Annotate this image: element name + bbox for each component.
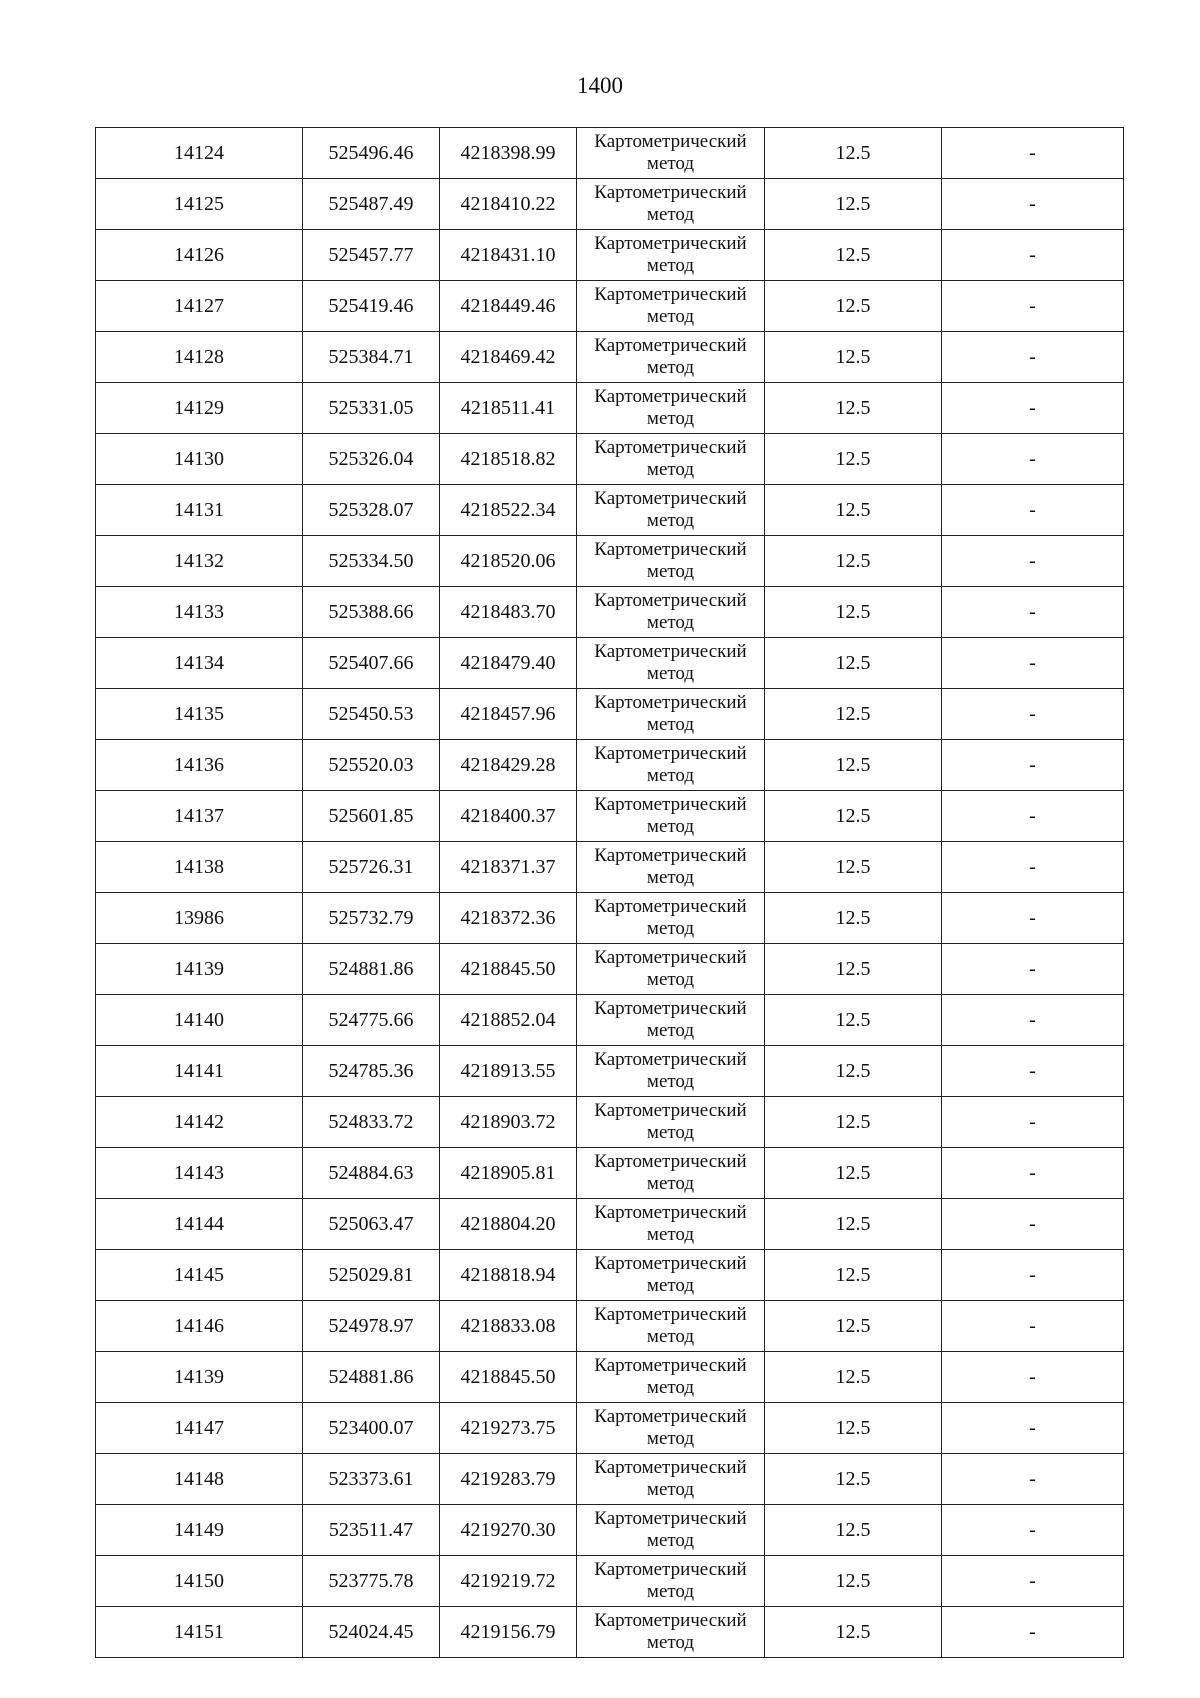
x-coordinate-cell: 525029.81 bbox=[303, 1250, 440, 1301]
note-cell: - bbox=[942, 179, 1124, 230]
method-cell: Картометрический метод bbox=[577, 638, 765, 689]
accuracy-cell: 12.5 bbox=[765, 893, 942, 944]
x-coordinate-cell: 525407.66 bbox=[303, 638, 440, 689]
y-coordinate-cell: 4218913.55 bbox=[440, 1046, 577, 1097]
accuracy-cell: 12.5 bbox=[765, 383, 942, 434]
point-number-cell: 14137 bbox=[96, 791, 303, 842]
table-row bbox=[96, 1148, 1124, 1199]
table-row bbox=[96, 332, 1124, 383]
note-cell: - bbox=[942, 485, 1124, 536]
note-cell: - bbox=[942, 1250, 1124, 1301]
y-coordinate-cell: 4218845.50 bbox=[440, 944, 577, 995]
note-cell: - bbox=[942, 638, 1124, 689]
point-number-cell: 14148 bbox=[96, 1454, 303, 1505]
accuracy-cell: 12.5 bbox=[765, 230, 942, 281]
x-coordinate-cell: 525496.46 bbox=[303, 128, 440, 179]
note-cell: - bbox=[942, 1454, 1124, 1505]
x-coordinate-cell: 525601.85 bbox=[303, 791, 440, 842]
accuracy-cell: 12.5 bbox=[765, 434, 942, 485]
x-coordinate-cell: 524785.36 bbox=[303, 1046, 440, 1097]
y-coordinate-cell: 4218479.40 bbox=[440, 638, 577, 689]
accuracy-cell: 12.5 bbox=[765, 587, 942, 638]
table-row bbox=[96, 1250, 1124, 1301]
point-number-cell: 14138 bbox=[96, 842, 303, 893]
table-row bbox=[96, 281, 1124, 332]
x-coordinate-cell: 525520.03 bbox=[303, 740, 440, 791]
point-number-cell: 14129 bbox=[96, 383, 303, 434]
x-coordinate-cell: 525450.53 bbox=[303, 689, 440, 740]
method-cell: Картометрический метод bbox=[577, 179, 765, 230]
coordinates-table bbox=[95, 127, 1124, 1658]
x-coordinate-cell: 524775.66 bbox=[303, 995, 440, 1046]
note-cell: - bbox=[942, 587, 1124, 638]
accuracy-cell: 12.5 bbox=[765, 842, 942, 893]
table-row bbox=[96, 434, 1124, 485]
accuracy-cell: 12.5 bbox=[765, 1505, 942, 1556]
table-row bbox=[96, 1505, 1124, 1556]
method-cell: Картометрический метод bbox=[577, 689, 765, 740]
x-coordinate-cell: 524024.45 bbox=[303, 1607, 440, 1658]
y-coordinate-cell: 4218483.70 bbox=[440, 587, 577, 638]
point-number-cell: 14124 bbox=[96, 128, 303, 179]
method-cell: Картометрический метод bbox=[577, 383, 765, 434]
y-coordinate-cell: 4218410.22 bbox=[440, 179, 577, 230]
y-coordinate-cell: 4218522.34 bbox=[440, 485, 577, 536]
y-coordinate-cell: 4219219.72 bbox=[440, 1556, 577, 1607]
table-row bbox=[96, 689, 1124, 740]
page-number: 1400 bbox=[577, 73, 623, 98]
point-number-cell: 14143 bbox=[96, 1148, 303, 1199]
accuracy-cell: 12.5 bbox=[765, 485, 942, 536]
y-coordinate-cell: 4218431.10 bbox=[440, 230, 577, 281]
x-coordinate-cell: 525334.50 bbox=[303, 536, 440, 587]
note-cell: - bbox=[942, 842, 1124, 893]
method-cell: Картометрический метод bbox=[577, 1250, 765, 1301]
note-cell: - bbox=[942, 536, 1124, 587]
point-number-cell: 14133 bbox=[96, 587, 303, 638]
point-number-cell: 14151 bbox=[96, 1607, 303, 1658]
y-coordinate-cell: 4219283.79 bbox=[440, 1454, 577, 1505]
note-cell: - bbox=[942, 1301, 1124, 1352]
point-number-cell: 14140 bbox=[96, 995, 303, 1046]
y-coordinate-cell: 4218457.96 bbox=[440, 689, 577, 740]
note-cell: - bbox=[942, 689, 1124, 740]
point-number-cell: 14146 bbox=[96, 1301, 303, 1352]
note-cell: - bbox=[942, 1097, 1124, 1148]
x-coordinate-cell: 525487.49 bbox=[303, 179, 440, 230]
accuracy-cell: 12.5 bbox=[765, 1199, 942, 1250]
x-coordinate-cell: 523400.07 bbox=[303, 1403, 440, 1454]
note-cell: - bbox=[942, 383, 1124, 434]
method-cell: Картометрический метод bbox=[577, 1505, 765, 1556]
y-coordinate-cell: 4219156.79 bbox=[440, 1607, 577, 1658]
x-coordinate-cell: 524881.86 bbox=[303, 944, 440, 995]
accuracy-cell: 12.5 bbox=[765, 1403, 942, 1454]
table-row bbox=[96, 995, 1124, 1046]
accuracy-cell: 12.5 bbox=[765, 1250, 942, 1301]
y-coordinate-cell: 4218372.36 bbox=[440, 893, 577, 944]
method-cell: Картометрический метод bbox=[577, 944, 765, 995]
y-coordinate-cell: 4218520.06 bbox=[440, 536, 577, 587]
x-coordinate-cell: 525063.47 bbox=[303, 1199, 440, 1250]
method-cell: Картометрический метод bbox=[577, 893, 765, 944]
note-cell: - bbox=[942, 434, 1124, 485]
table-row bbox=[96, 944, 1124, 995]
point-number-cell: 14130 bbox=[96, 434, 303, 485]
table-row bbox=[96, 1097, 1124, 1148]
table-row bbox=[96, 1352, 1124, 1403]
y-coordinate-cell: 4218511.41 bbox=[440, 383, 577, 434]
y-coordinate-cell: 4218518.82 bbox=[440, 434, 577, 485]
table-row bbox=[96, 1454, 1124, 1505]
table-row bbox=[96, 1199, 1124, 1250]
y-coordinate-cell: 4218469.42 bbox=[440, 332, 577, 383]
method-cell: Картометрический метод bbox=[577, 791, 765, 842]
accuracy-cell: 12.5 bbox=[765, 1607, 942, 1658]
point-number-cell: 14139 bbox=[96, 1352, 303, 1403]
point-number-cell: 14142 bbox=[96, 1097, 303, 1148]
note-cell: - bbox=[942, 1352, 1124, 1403]
x-coordinate-cell: 525419.46 bbox=[303, 281, 440, 332]
accuracy-cell: 12.5 bbox=[765, 1148, 942, 1199]
accuracy-cell: 12.5 bbox=[765, 1352, 942, 1403]
x-coordinate-cell: 525732.79 bbox=[303, 893, 440, 944]
point-number-cell: 14139 bbox=[96, 944, 303, 995]
method-cell: Картометрический метод bbox=[577, 1454, 765, 1505]
method-cell: Картометрический метод bbox=[577, 740, 765, 791]
point-number-cell: 14149 bbox=[96, 1505, 303, 1556]
x-coordinate-cell: 525331.05 bbox=[303, 383, 440, 434]
table-row bbox=[96, 179, 1124, 230]
y-coordinate-cell: 4218429.28 bbox=[440, 740, 577, 791]
y-coordinate-cell: 4218905.81 bbox=[440, 1148, 577, 1199]
method-cell: Картометрический метод bbox=[577, 842, 765, 893]
note-cell: - bbox=[942, 128, 1124, 179]
note-cell: - bbox=[942, 893, 1124, 944]
table-row bbox=[96, 485, 1124, 536]
note-cell: - bbox=[942, 332, 1124, 383]
method-cell: Картометрический метод bbox=[577, 536, 765, 587]
accuracy-cell: 12.5 bbox=[765, 638, 942, 689]
point-number-cell: 13986 bbox=[96, 893, 303, 944]
accuracy-cell: 12.5 bbox=[765, 689, 942, 740]
accuracy-cell: 12.5 bbox=[765, 740, 942, 791]
method-cell: Картометрический метод bbox=[577, 1556, 765, 1607]
accuracy-cell: 12.5 bbox=[765, 995, 942, 1046]
point-number-cell: 14144 bbox=[96, 1199, 303, 1250]
point-number-cell: 14135 bbox=[96, 689, 303, 740]
note-cell: - bbox=[942, 1607, 1124, 1658]
x-coordinate-cell: 523373.61 bbox=[303, 1454, 440, 1505]
note-cell: - bbox=[942, 281, 1124, 332]
accuracy-cell: 12.5 bbox=[765, 332, 942, 383]
x-coordinate-cell: 523775.78 bbox=[303, 1556, 440, 1607]
table-row bbox=[96, 791, 1124, 842]
method-cell: Картометрический метод bbox=[577, 332, 765, 383]
x-coordinate-cell: 523511.47 bbox=[303, 1505, 440, 1556]
x-coordinate-cell: 525384.71 bbox=[303, 332, 440, 383]
method-cell: Картометрический метод bbox=[577, 1301, 765, 1352]
point-number-cell: 14134 bbox=[96, 638, 303, 689]
accuracy-cell: 12.5 bbox=[765, 1097, 942, 1148]
note-cell: - bbox=[942, 995, 1124, 1046]
table-row bbox=[96, 128, 1124, 179]
note-cell: - bbox=[942, 1505, 1124, 1556]
y-coordinate-cell: 4218449.46 bbox=[440, 281, 577, 332]
table-row bbox=[96, 230, 1124, 281]
accuracy-cell: 12.5 bbox=[765, 281, 942, 332]
table-row bbox=[96, 383, 1124, 434]
note-cell: - bbox=[942, 1199, 1124, 1250]
x-coordinate-cell: 524881.86 bbox=[303, 1352, 440, 1403]
point-number-cell: 14141 bbox=[96, 1046, 303, 1097]
point-number-cell: 14136 bbox=[96, 740, 303, 791]
method-cell: Картометрический метод bbox=[577, 1046, 765, 1097]
point-number-cell: 14150 bbox=[96, 1556, 303, 1607]
note-cell: - bbox=[942, 944, 1124, 995]
method-cell: Картометрический метод bbox=[577, 587, 765, 638]
accuracy-cell: 12.5 bbox=[765, 944, 942, 995]
table-row bbox=[96, 1556, 1124, 1607]
y-coordinate-cell: 4218804.20 bbox=[440, 1199, 577, 1250]
y-coordinate-cell: 4218400.37 bbox=[440, 791, 577, 842]
point-number-cell: 14128 bbox=[96, 332, 303, 383]
method-cell: Картометрический метод bbox=[577, 1097, 765, 1148]
x-coordinate-cell: 525726.31 bbox=[303, 842, 440, 893]
method-cell: Картометрический метод bbox=[577, 1148, 765, 1199]
table-row bbox=[96, 1403, 1124, 1454]
table-row bbox=[96, 740, 1124, 791]
accuracy-cell: 12.5 bbox=[765, 1556, 942, 1607]
accuracy-cell: 12.5 bbox=[765, 1046, 942, 1097]
x-coordinate-cell: 524884.63 bbox=[303, 1148, 440, 1199]
table-row bbox=[96, 1607, 1124, 1658]
y-coordinate-cell: 4218833.08 bbox=[440, 1301, 577, 1352]
table-row bbox=[96, 842, 1124, 893]
note-cell: - bbox=[942, 740, 1124, 791]
table-row bbox=[96, 893, 1124, 944]
table-row bbox=[96, 638, 1124, 689]
note-cell: - bbox=[942, 230, 1124, 281]
y-coordinate-cell: 4218852.04 bbox=[440, 995, 577, 1046]
note-cell: - bbox=[942, 1046, 1124, 1097]
point-number-cell: 14132 bbox=[96, 536, 303, 587]
y-coordinate-cell: 4218371.37 bbox=[440, 842, 577, 893]
method-cell: Картометрический метод bbox=[577, 1199, 765, 1250]
y-coordinate-cell: 4218818.94 bbox=[440, 1250, 577, 1301]
point-number-cell: 14127 bbox=[96, 281, 303, 332]
x-coordinate-cell: 525457.77 bbox=[303, 230, 440, 281]
accuracy-cell: 12.5 bbox=[765, 179, 942, 230]
accuracy-cell: 12.5 bbox=[765, 1301, 942, 1352]
note-cell: - bbox=[942, 1556, 1124, 1607]
method-cell: Картометрический метод bbox=[577, 230, 765, 281]
point-number-cell: 14131 bbox=[96, 485, 303, 536]
x-coordinate-cell: 525328.07 bbox=[303, 485, 440, 536]
method-cell: Картометрический метод bbox=[577, 1607, 765, 1658]
method-cell: Картометрический метод bbox=[577, 1403, 765, 1454]
x-coordinate-cell: 524833.72 bbox=[303, 1097, 440, 1148]
method-cell: Картометрический метод bbox=[577, 485, 765, 536]
method-cell: Картометрический метод bbox=[577, 1352, 765, 1403]
y-coordinate-cell: 4218845.50 bbox=[440, 1352, 577, 1403]
x-coordinate-cell: 525326.04 bbox=[303, 434, 440, 485]
y-coordinate-cell: 4218398.99 bbox=[440, 128, 577, 179]
x-coordinate-cell: 524978.97 bbox=[303, 1301, 440, 1352]
y-coordinate-cell: 4219273.75 bbox=[440, 1403, 577, 1454]
point-number-cell: 14126 bbox=[96, 230, 303, 281]
method-cell: Картометрический метод bbox=[577, 434, 765, 485]
accuracy-cell: 12.5 bbox=[765, 1454, 942, 1505]
point-number-cell: 14125 bbox=[96, 179, 303, 230]
method-cell: Картометрический метод bbox=[577, 995, 765, 1046]
method-cell: Картометрический метод bbox=[577, 128, 765, 179]
method-cell: Картометрический метод bbox=[577, 281, 765, 332]
note-cell: - bbox=[942, 1148, 1124, 1199]
y-coordinate-cell: 4218903.72 bbox=[440, 1097, 577, 1148]
table-row bbox=[96, 536, 1124, 587]
note-cell: - bbox=[942, 1403, 1124, 1454]
point-number-cell: 14145 bbox=[96, 1250, 303, 1301]
coordinates-table-body bbox=[96, 128, 1124, 1658]
accuracy-cell: 12.5 bbox=[765, 128, 942, 179]
accuracy-cell: 12.5 bbox=[765, 791, 942, 842]
table-row bbox=[96, 587, 1124, 638]
x-coordinate-cell: 525388.66 bbox=[303, 587, 440, 638]
y-coordinate-cell: 4219270.30 bbox=[440, 1505, 577, 1556]
table-row bbox=[96, 1046, 1124, 1097]
accuracy-cell: 12.5 bbox=[765, 536, 942, 587]
table-row bbox=[96, 1301, 1124, 1352]
point-number-cell: 14147 bbox=[96, 1403, 303, 1454]
note-cell: - bbox=[942, 791, 1124, 842]
